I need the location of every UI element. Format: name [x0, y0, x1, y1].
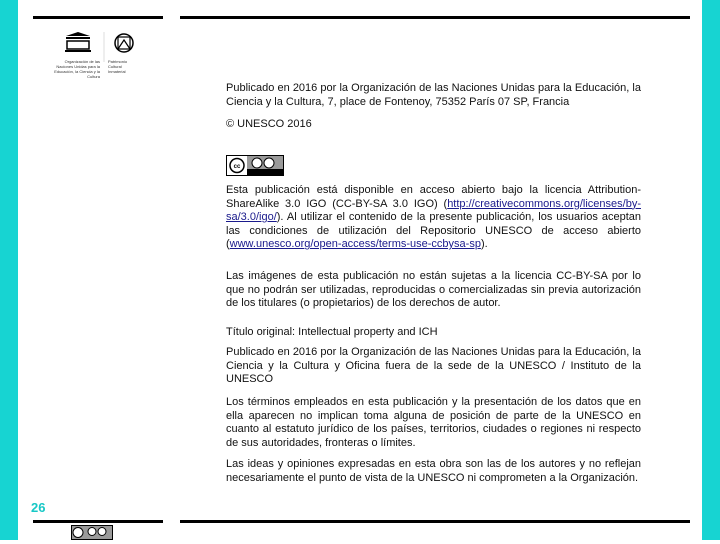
svg-text:cc: cc [233, 164, 241, 170]
publisher-paragraph-2: Publicado en 2016 por la Organización de las Naciones Unidas para la Educación, la Ciencia y la Cultura y Oficina fuera de la sede de la UNESCO / Instituto de la UNESCO [226, 346, 641, 386]
cc-footer-icon [72, 526, 112, 539]
creativecommons-link[interactable]: http://creativecommons.org/licenses/by-sa/3.0/igo/ [226, 197, 641, 224]
top-rule-right [180, 16, 690, 19]
left-border [0, 0, 18, 540]
cc-by-sa-badge [226, 155, 284, 176]
license-paragraph [226, 184, 641, 252]
opinions-paragraph: Las ideas y opiniones expresadas en esta obra son las de los autores y no reflejan necesariamente el punto de vista de la UNESCO ni comprometen a la Organización. [226, 458, 641, 484]
copyright: © UNESCO 2016 [226, 118, 312, 130]
bottom-rule-left [33, 520, 163, 523]
top-rule-left [33, 16, 163, 19]
terms-paragraph: Los términos empleados en esta publicación y la presentación de los datos que en ella aparecen no implican toma alguna de posición de parte de la UNESCO en cuanto al estatuto jurídico de los países, territorios, ciudades o regiones ni respecto de sus autoridades, fronteras o límites. [226, 396, 641, 449]
unesco-caption: Organización de las Naciones Unidas para la Educación, la Ciencia y la Cultura [54, 59, 100, 79]
cc-badge-footer [71, 525, 113, 540]
original-title: Título original: Intellectual property and ICH [226, 326, 438, 338]
unesco-temple-icon [52, 32, 142, 62]
right-border [702, 0, 720, 540]
ich-caption: Patrimonio Cultural Inmaterial [108, 59, 128, 74]
license-text-a: Esta publicación está disponible en acceso abierto bajo la licencia Attribution-ShareAlike 3.0 IGO (CC-BY-SA 3.0 IGO) ( [226, 184, 641, 210]
unesco-terms-link[interactable]: www.unesco.org/open-access/terms-use-ccbysa-sp [229, 238, 481, 251]
unesco-ich-logo [52, 32, 142, 92]
cc-by-sa-icon [227, 156, 283, 175]
page-number: 26 [31, 500, 46, 515]
license-text-b: ). Al utilizar el contenido de la presente publicación, los usuarios aceptan las condiciones de utilización del Repositorio UNESCO de acceso abierto ( [226, 211, 641, 251]
images-paragraph: Las imágenes de esta publicación no están sujetas a la licencia CC-BY-SA por lo que no podrán ser utilizadas, reproducidas o comercializadas sin previa autorización de los titulares (o propietarios) de los derechos de autor. [226, 270, 641, 310]
bottom-rule-right [180, 520, 690, 523]
license-text-c: ). [480, 238, 488, 251]
publisher-paragraph: Publicado en 2016 por la Organización de las Naciones Unidas para la Educación, la Ciencia y la Cultura, 7, place de Fontenoy, 75352 París 07 SP, Francia [226, 82, 641, 108]
